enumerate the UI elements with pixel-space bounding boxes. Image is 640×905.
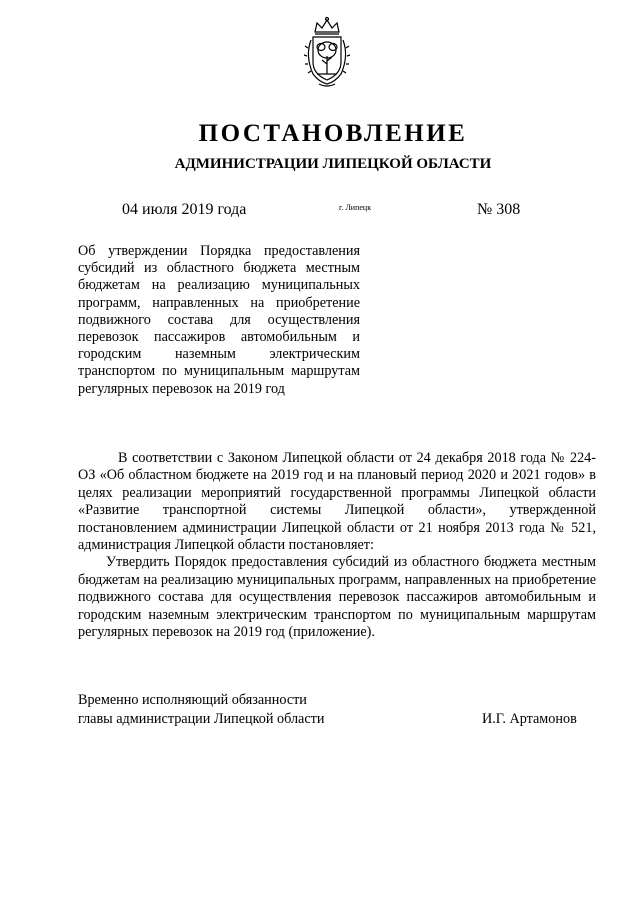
document-subject: Об утверждении Порядка предоставления субсидий из областного бюджета местным бюджетам на реализацию муниципальных программ, направленных на приобретение подвижного состава для осуществления перевозок пассажиров автомобильным и городским наземным электрическим транспортом по муниципальным маршрутам регулярных перевозок на 2019 год [78,243,360,397]
signatory-position-line: главы администрации Липецкой области [78,711,325,727]
document-body [78,450,596,641]
signatory-position [78,691,324,729]
document-title: ПОСТАНОВЛЕНИЕ [198,120,468,147]
document-date: 04 июля 2019 года [122,201,247,218]
coat-of-arms-icon [301,16,353,90]
body-paragraph: Утвердить Порядок предоставления субсидий из областного бюджета местным бюджетам на реализацию муниципальных программ, направленных на приобретение подвижного состава для осуществления перевозок пассажиров автомобильным и городским наземным электрическим транспортом по муниципальным маршрутам регулярных перевозок на 2019 год (приложение). [78,554,596,641]
signatory-position-line: Временно исполняющий обязанности [78,692,307,708]
document-city: г. Липецк [339,203,372,212]
issuer-name: АДМИНИСТРАЦИИ ЛИПЕЦКОЙ ОБЛАСТИ [174,156,492,172]
body-paragraph: В соответствии с Законом Липецкой области от 24 декабря 2018 года № 224-ОЗ «Об областном бюджете на 2019 год и на плановый период 2020 и 2021 годов» в целях реализации мероприятий государственной программы Липецкой области «Развитие транспортной системы Липецкой области», утвержденной постановлением администрации Липецкой области от 21 ноября 2013 года № 521, администрация Липецкой области постановляет: [78,450,596,554]
document-number: № 308 [477,201,521,218]
signatory-name: И.Г. Артамонов [482,711,577,727]
